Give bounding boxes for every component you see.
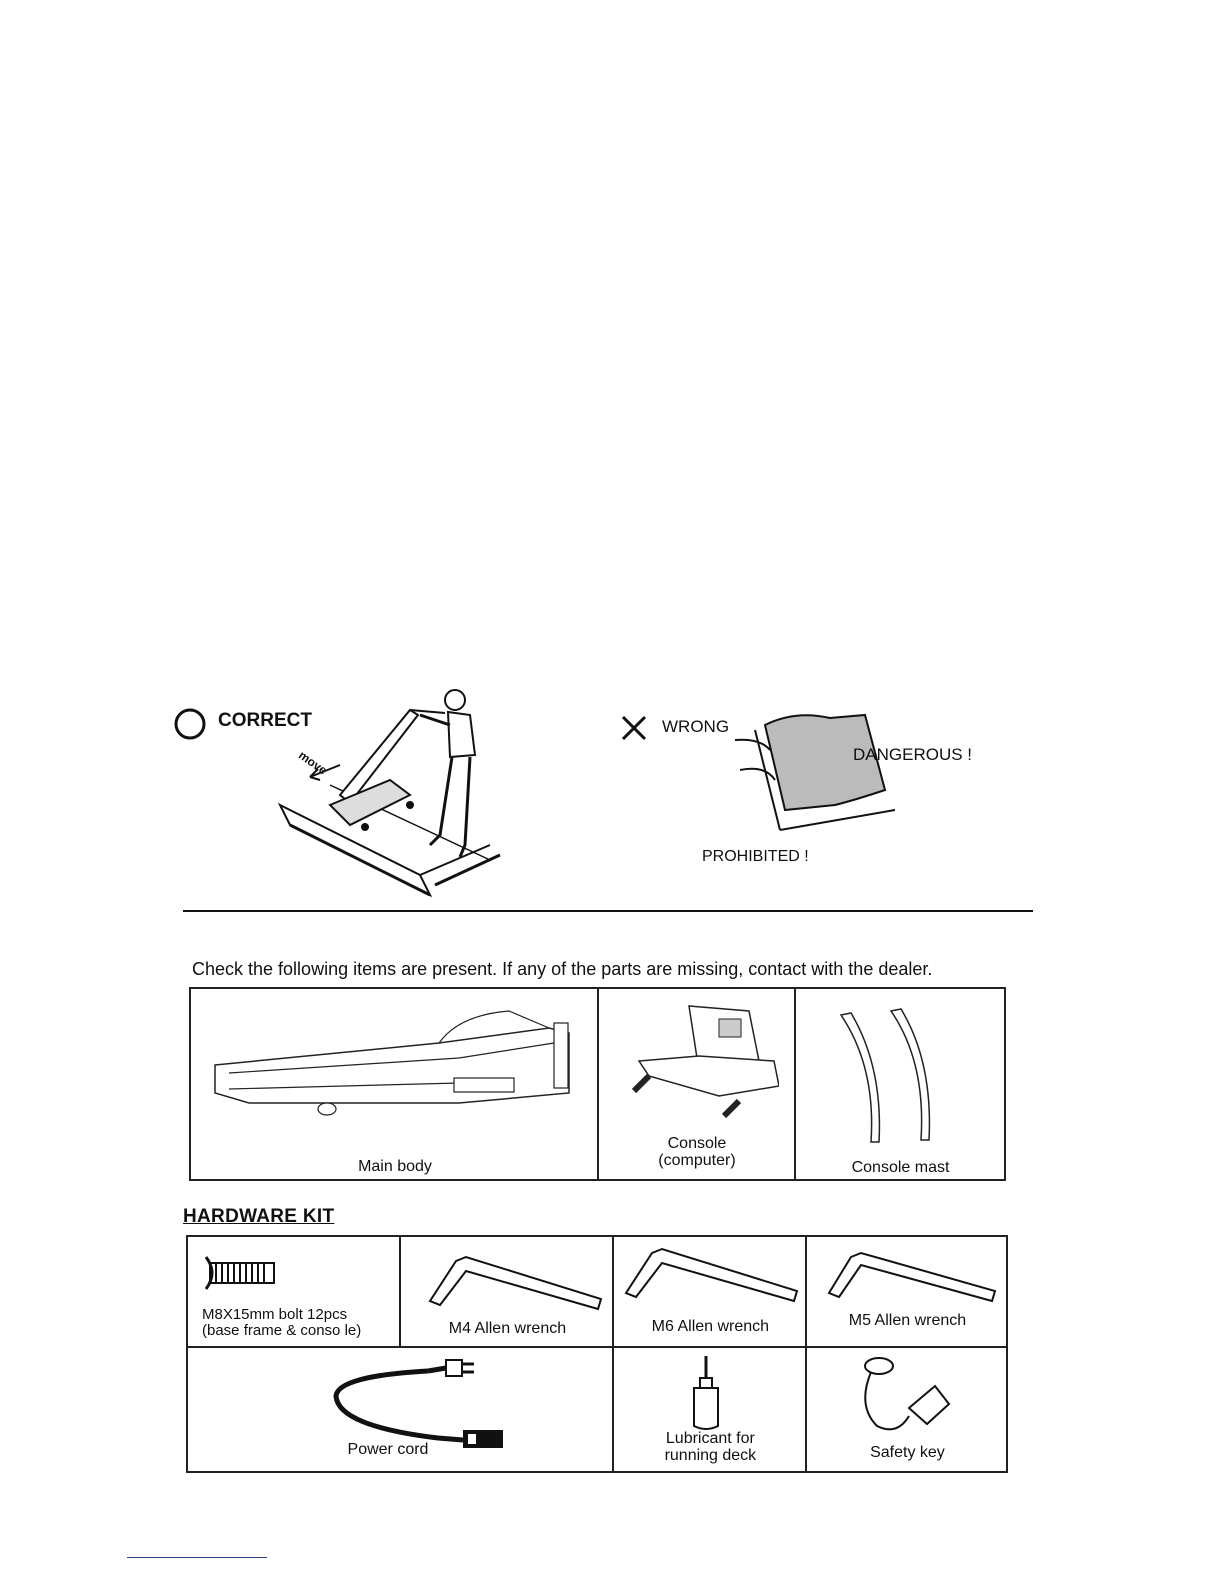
parts-caption: Console (computer) [658,1135,736,1169]
console-icon [619,1001,779,1126]
treadmill-main-body-icon [209,1003,581,1123]
hardware-caption: Power cord [347,1441,429,1458]
hardware-table [186,1235,1008,1473]
hardware-cell-m5 [806,1236,1007,1347]
wrong-label: WRONG [662,717,730,736]
allen-wrench-icon [622,1247,802,1307]
hardware-caption: Lubricant for running deck [664,1430,757,1464]
hardware-cell-m6 [613,1236,807,1347]
hardware-caption: Safety key [870,1444,945,1461]
power-cord-icon [328,1356,508,1448]
bolt-icon [202,1253,278,1293]
footer-rule [127,1557,267,1558]
section-divider [183,910,1033,912]
lubricant-bottle-icon [688,1354,724,1434]
parts-cell-console-mast [795,988,1005,1180]
correct-circle-icon [173,707,207,741]
moving-treadmill-illustration-icon [270,685,510,905]
parts-caption: Console mast [851,1159,950,1176]
hand-in-gap-illustration-icon [735,710,895,840]
hardware-kit-heading: HARDWARE KIT [183,1206,335,1227]
hardware-caption: M4 Allen wrench [448,1320,567,1337]
checklist-instruction: Check the following items are present. If any of the parts are missing, contact with the dealer. [192,959,933,979]
move-label: move [295,748,330,778]
hardware-cell-m4 [400,1236,612,1347]
console-mast-icon [831,1007,951,1147]
correct-label: CORRECT [218,710,312,731]
parts-cell-main-body [190,988,598,1180]
hardware-cell-lubricant [613,1347,807,1472]
prohibited-label: PROHIBITED ! [702,848,809,865]
dangerous-label: DANGEROUS ! [853,745,973,764]
parts-caption: Main body [358,1158,432,1175]
hardware-caption: M6 Allen wrench [651,1318,770,1335]
wrong-cross-icon [620,714,648,742]
hardware-cell-bolt [187,1236,400,1347]
allen-wrench-icon [825,1249,1000,1305]
hardware-caption: M8X15mm bolt 12pcs (base frame & conso le) [202,1306,362,1339]
parts-cell-console [598,988,795,1180]
hardware-cell-safety-key [806,1347,1007,1472]
hardware-cell-power-cord [187,1347,613,1472]
parts-table [189,987,1006,1181]
safety-key-icon [857,1356,957,1446]
hardware-caption: M5 Allen wrench [848,1312,967,1329]
allen-wrench-icon [426,1251,606,1311]
